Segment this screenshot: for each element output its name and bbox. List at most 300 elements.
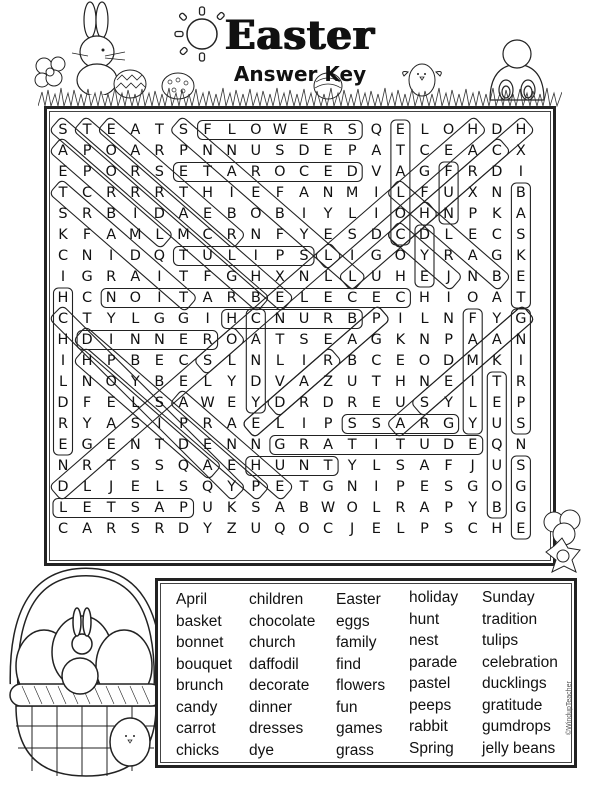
grid-cell: O xyxy=(346,499,358,516)
grid-cell: L xyxy=(275,415,284,432)
grid-cell: H xyxy=(57,331,69,348)
grid-cell: B xyxy=(491,499,502,516)
word-item: dresses xyxy=(249,720,304,737)
grid-cell: I xyxy=(446,289,451,306)
grid-cell: N xyxy=(515,331,527,348)
grid-cell: D xyxy=(346,163,358,180)
grid-cell: A xyxy=(106,415,117,432)
grid-cell: R xyxy=(298,394,310,411)
grid-cell: D xyxy=(370,226,382,243)
grid-cell: R xyxy=(57,415,69,432)
grid-cell: G xyxy=(442,415,455,432)
grid-cell: O xyxy=(466,289,479,306)
word-item: Sunday xyxy=(482,589,535,606)
grid-cell: N xyxy=(129,331,141,348)
grid-cell: C xyxy=(57,247,69,264)
grid-cell: L xyxy=(83,478,92,495)
grid-cell: A xyxy=(130,142,141,159)
grid-cell: R xyxy=(106,184,117,201)
grid-cell: T xyxy=(203,163,213,180)
grid-cell: K xyxy=(395,331,406,348)
grid-cell: S xyxy=(443,478,454,495)
word-list xyxy=(155,578,577,768)
word-list-column-4 xyxy=(409,587,458,759)
word-item: brunch xyxy=(176,677,224,694)
grid-cell: I xyxy=(374,478,379,495)
grid-cell: E xyxy=(323,163,333,180)
word-item: grass xyxy=(336,741,374,759)
grid-cell: S xyxy=(154,163,164,180)
grid-cell: Y xyxy=(492,310,502,327)
grid-cell: S xyxy=(154,457,164,474)
grid-cell: E xyxy=(395,352,405,369)
grid-cell: S xyxy=(178,478,189,495)
grid-cell: X xyxy=(467,184,478,201)
grid-cell: B xyxy=(515,184,526,201)
grid-cell: A xyxy=(226,415,237,432)
grid-cell: E xyxy=(516,520,526,537)
grid-cell: F xyxy=(444,163,453,180)
grid-cell: Y xyxy=(227,373,237,390)
grid-cell: V xyxy=(274,373,285,390)
grid-cell: B xyxy=(491,268,502,285)
grid-cell: K xyxy=(492,205,502,222)
grid-cell: I xyxy=(157,415,162,432)
grid-cell: I xyxy=(350,247,355,264)
grid-cell: L xyxy=(324,268,333,285)
grid-cell: C xyxy=(57,310,69,327)
grid-cell: L xyxy=(372,499,381,516)
grid-cell: L xyxy=(227,352,236,369)
grid-cell: N xyxy=(419,373,430,390)
grid-cell: S xyxy=(419,394,430,411)
grid-cell: W xyxy=(272,121,288,138)
word-item: church xyxy=(249,634,296,651)
grid-cell: R xyxy=(323,352,334,369)
grid-cell: A xyxy=(347,331,358,348)
grid-cell: I xyxy=(157,268,162,285)
word-item: children xyxy=(249,591,304,608)
grid-cell: M xyxy=(345,184,359,201)
grid-cell: C xyxy=(395,289,406,306)
grid-cell: A xyxy=(299,373,309,390)
grid-cell: Y xyxy=(203,520,213,537)
grid-cell: E xyxy=(251,184,261,201)
grid-cell: A xyxy=(202,457,213,474)
grid-cell: A xyxy=(178,205,189,222)
grid-cell: A xyxy=(467,331,478,348)
grid-cell: N xyxy=(226,142,238,159)
grid-cell: L xyxy=(275,352,284,369)
grid-cell: S xyxy=(347,226,357,243)
grid-cell: L xyxy=(227,121,236,138)
grid-cell: P xyxy=(468,205,478,222)
grid-cell: A xyxy=(82,520,93,537)
grid-cell: Q xyxy=(370,121,382,138)
grid-cell: O xyxy=(105,163,117,180)
grid-cell: F xyxy=(468,310,477,327)
grid-cell: G xyxy=(370,331,382,348)
grid-cell: R xyxy=(323,310,334,327)
grid-cell: L xyxy=(420,121,429,138)
grid-cell: G xyxy=(226,268,238,285)
grid-cell: L xyxy=(58,373,68,390)
grid-cell: R xyxy=(226,226,237,243)
grid-cell: U xyxy=(346,373,358,390)
grid-cell: L xyxy=(203,373,212,390)
grid-cell: N xyxy=(419,331,430,348)
grid-cell: O xyxy=(418,352,431,369)
grid-cell: P xyxy=(371,310,381,327)
grid-cell: A xyxy=(515,205,526,222)
grid-cell: N xyxy=(129,436,141,453)
grid-cell: E xyxy=(371,289,381,306)
word-item: holiday xyxy=(409,589,459,606)
grid-cell: A xyxy=(130,268,141,285)
word-item: hunt xyxy=(409,610,440,628)
basket-icon xyxy=(2,566,170,788)
grid-cell: W xyxy=(200,394,215,411)
grid-cell: C xyxy=(347,289,358,306)
grid-cell: P xyxy=(106,352,116,369)
grid-cell: G xyxy=(467,478,479,495)
grid-cell: S xyxy=(58,121,68,138)
grid-cell: C xyxy=(419,142,430,159)
grid-cell: C xyxy=(202,226,213,243)
grid-cell: O xyxy=(250,121,262,138)
grid-cell: G xyxy=(177,310,190,327)
grid-cell: D xyxy=(443,436,455,453)
grid-cell: L xyxy=(348,268,357,285)
grid-cell: T xyxy=(179,247,188,264)
grid-cell: E xyxy=(82,499,92,516)
grid-cell: L xyxy=(227,247,236,264)
grid-cell: R xyxy=(250,163,261,180)
grid-cell: B xyxy=(299,499,309,516)
grid-cell: C xyxy=(178,352,189,369)
grid-cell: O xyxy=(129,289,141,306)
grid-cell: S xyxy=(299,247,309,264)
grid-cell: P xyxy=(516,394,526,411)
grid-cell: E xyxy=(395,121,405,138)
grid-cell: T xyxy=(106,457,116,474)
grid-cell: A xyxy=(106,226,117,243)
grid-cell: S xyxy=(130,457,140,474)
grid-cell: S xyxy=(154,394,164,411)
grid-cell: T xyxy=(492,373,502,390)
grid-cell: Q xyxy=(177,457,190,474)
grid-cell: H xyxy=(250,457,262,474)
grid-cell: S xyxy=(347,121,357,138)
grid-cell: J xyxy=(109,478,114,495)
grid-cell: E xyxy=(419,268,430,285)
grid-cell: O xyxy=(225,331,238,348)
grid-cell: B xyxy=(226,205,237,222)
grid-cell: Z xyxy=(226,520,237,537)
grid-cell: Y xyxy=(106,310,116,327)
grid-cell: S xyxy=(347,415,357,432)
grid-cell: H xyxy=(419,289,430,306)
word-item: chocolate xyxy=(249,612,316,630)
grid-cell: L xyxy=(444,226,453,243)
grid-cell: S xyxy=(299,331,309,348)
grid-cell: R xyxy=(106,268,117,285)
grid-cell: Y xyxy=(468,499,478,516)
grid-cell: N xyxy=(443,205,455,222)
grid-cell: I xyxy=(301,352,307,369)
grid-cell: E xyxy=(178,163,189,180)
grid-cell: E xyxy=(178,331,189,348)
grid-cell: M xyxy=(177,226,190,243)
word-item: gratitude xyxy=(482,696,543,714)
grid-cell: P xyxy=(179,415,188,432)
grid-cell: R xyxy=(347,394,358,411)
grid-cell: U xyxy=(274,457,286,474)
grid-cell: A xyxy=(419,457,430,474)
grid-cell: U xyxy=(202,247,213,264)
grid-cell: R xyxy=(82,457,93,474)
grid-cell: F xyxy=(82,226,92,243)
grid-cell: E xyxy=(275,289,285,306)
grid-cell: S xyxy=(443,520,454,537)
grid-cell: R xyxy=(226,289,237,306)
grid-cell: E xyxy=(106,436,116,453)
grid-cell: P xyxy=(179,499,188,516)
word-list-column-3 xyxy=(336,589,385,761)
grid-cell: D xyxy=(177,436,190,453)
word-item: jelly beans xyxy=(482,739,556,757)
grid-cell: E xyxy=(419,478,430,495)
grid-cell: X xyxy=(515,142,526,159)
grid-cell: N xyxy=(153,331,165,348)
grid-cell: E xyxy=(227,457,237,474)
grid-cell: K xyxy=(58,226,68,243)
grid-cell: R xyxy=(202,415,213,432)
grid-cell: N xyxy=(105,289,117,306)
word-item: rabbit xyxy=(409,718,448,735)
word-item: dye xyxy=(249,741,274,759)
grid-cell: I xyxy=(374,436,379,453)
grid-cell: P xyxy=(82,163,92,180)
grid-cell: F xyxy=(203,121,212,138)
grid-cell: I xyxy=(301,205,307,222)
grid-cell: D xyxy=(177,520,190,537)
grid-cell: O xyxy=(298,520,310,537)
grid-cell: C xyxy=(82,184,93,201)
grid-cell: E xyxy=(275,478,285,495)
grid-cell: M xyxy=(466,352,479,369)
grid-cell: L xyxy=(155,478,164,495)
grid-cell: B xyxy=(347,310,358,327)
grid-cell: S xyxy=(516,457,526,474)
grid-cell: O xyxy=(274,163,286,180)
grid-cell: D xyxy=(129,247,141,264)
grid-cell: A xyxy=(226,163,237,180)
grid-cell: E xyxy=(371,394,381,411)
grid-cell: N xyxy=(274,310,286,327)
grid-cell: Y xyxy=(299,226,309,243)
grid-cell: I xyxy=(374,205,379,222)
grid-cell: R xyxy=(419,415,430,432)
grid-cell: S xyxy=(130,520,140,537)
grid-cell: Y xyxy=(251,394,261,411)
grid-cell: A xyxy=(178,394,189,411)
grid-cell: E xyxy=(492,394,502,411)
grid-cell: N xyxy=(81,373,93,390)
grid-cell: L xyxy=(420,310,429,327)
grid-cell: P xyxy=(275,247,285,264)
grid-cell: E xyxy=(106,121,116,138)
grid-cell: E xyxy=(178,373,189,390)
grid-cell: E xyxy=(371,520,381,537)
word-item: parade xyxy=(409,653,458,671)
grid-cell: E xyxy=(251,415,261,432)
grid-cell: I xyxy=(253,247,258,264)
grid-cell: N xyxy=(250,436,262,453)
grid-cell: T xyxy=(299,478,309,495)
grid-cell: F xyxy=(203,268,212,285)
grid-cell: O xyxy=(394,205,407,222)
grid-cell: P xyxy=(347,142,357,159)
grid-cell: T xyxy=(516,289,526,306)
word-item: basket xyxy=(176,612,222,630)
grid-cell: U xyxy=(250,520,262,537)
grid-cell: Y xyxy=(347,457,357,474)
word-item: flowers xyxy=(336,677,386,694)
grid-cell: L xyxy=(299,289,309,306)
grid-cell: N xyxy=(81,247,93,264)
grid-cell: S xyxy=(395,457,405,474)
grid-cell: L xyxy=(131,310,140,327)
grid-cell: I xyxy=(374,184,379,201)
grid-cell: O xyxy=(250,205,262,222)
word-item: chicks xyxy=(176,741,220,759)
grid-cell: N xyxy=(443,310,455,327)
grid-cell: P xyxy=(444,499,453,516)
grid-cell: I xyxy=(60,352,66,369)
word-item: pastel xyxy=(409,675,451,692)
grid-cell: F xyxy=(444,457,453,474)
grid-cell: I xyxy=(60,268,66,285)
grid-cell: B xyxy=(106,205,117,222)
grid-cell: S xyxy=(251,499,261,516)
grid-cell: C xyxy=(82,289,93,306)
grid-cell: N xyxy=(202,142,214,159)
grid-cell: R xyxy=(323,121,334,138)
grid-cell: A xyxy=(202,289,213,306)
grid-cell: A xyxy=(250,331,261,348)
grid-cell: D xyxy=(298,142,310,159)
grid-cell: N xyxy=(346,478,358,495)
grid-cell: G xyxy=(515,499,527,516)
grid-cell: T xyxy=(58,184,68,201)
grid-cell: R xyxy=(130,163,141,180)
grid-cell: Q xyxy=(153,247,166,264)
grid-cell: E xyxy=(227,394,237,411)
grid-cell: R xyxy=(443,247,454,264)
grid-cell: I xyxy=(109,247,114,264)
grid-cell: S xyxy=(516,415,526,432)
grid-cell: F xyxy=(275,226,285,243)
flower-icon xyxy=(534,506,594,586)
grid-cell: R xyxy=(130,184,141,201)
page-subtitle: Answer Key xyxy=(233,62,367,86)
grid-cell: U xyxy=(202,499,213,516)
grid-cell: T xyxy=(106,499,116,516)
grid-cell: L xyxy=(58,499,68,516)
grid-cell: Y xyxy=(227,478,237,495)
grid-cell: E xyxy=(516,268,526,285)
grid-cell: E xyxy=(203,205,213,222)
grid-cell: Y xyxy=(468,415,478,432)
grid-cell: S xyxy=(516,226,526,243)
word-item: nest xyxy=(409,632,439,649)
word-item: decorate xyxy=(249,677,310,694)
grid-cell: S xyxy=(202,352,213,369)
grid-cell: A xyxy=(274,499,285,516)
grid-cell: H xyxy=(250,268,262,285)
grid-cell: T xyxy=(179,289,188,306)
word-list-column-1 xyxy=(176,589,232,761)
grid-cell: K xyxy=(516,247,526,264)
word-item: April xyxy=(176,591,208,608)
grid-cell: N xyxy=(298,457,310,474)
grid-cell: G xyxy=(515,478,527,495)
grid-cell: T xyxy=(371,373,381,390)
grid-cell: F xyxy=(82,394,92,411)
grid-cell: T xyxy=(82,310,92,327)
grid-cell: S xyxy=(130,499,140,516)
grid-cell: O xyxy=(394,247,407,264)
grid-cell: D xyxy=(250,373,262,390)
grid-cell: L xyxy=(468,394,477,411)
grid-cell: K xyxy=(226,499,237,516)
grid-cell: O xyxy=(491,478,503,495)
grid-cell: A xyxy=(467,247,478,264)
word-item: daffodil xyxy=(249,655,299,673)
grid-cell: B xyxy=(130,352,141,369)
word-item: games xyxy=(336,720,383,737)
word-item: tulips xyxy=(482,632,519,649)
grid-cell: T xyxy=(82,121,92,138)
grid-cell: I xyxy=(301,415,307,432)
grid-cell: S xyxy=(178,121,189,138)
grid-cell: A xyxy=(467,142,478,159)
grid-cell: T xyxy=(395,142,405,159)
grid-cell: P xyxy=(396,478,405,495)
grid-cell: T xyxy=(179,184,188,201)
grid-cell: A xyxy=(323,436,334,453)
word-item: find xyxy=(336,655,361,673)
grid-cell: G xyxy=(322,478,334,495)
grid-cell: M xyxy=(129,226,142,243)
grid-cell: E xyxy=(299,121,309,138)
grid-cell: C xyxy=(491,142,502,159)
grid-cell: C xyxy=(491,226,502,243)
word-item: celebration xyxy=(482,653,558,671)
grid-cell: O xyxy=(105,142,117,159)
grid-cell: H xyxy=(394,373,406,390)
grid-cell: B xyxy=(274,205,285,222)
word-list-column-2 xyxy=(249,589,315,761)
grid-cell: T xyxy=(347,436,357,453)
word-item: peeps xyxy=(409,696,452,714)
page-title: Easter xyxy=(225,12,375,59)
grid-cell: N xyxy=(467,268,479,285)
grid-cell: I xyxy=(229,184,234,201)
grid-cell: L xyxy=(396,184,405,201)
word-item: ducklings xyxy=(482,675,547,692)
